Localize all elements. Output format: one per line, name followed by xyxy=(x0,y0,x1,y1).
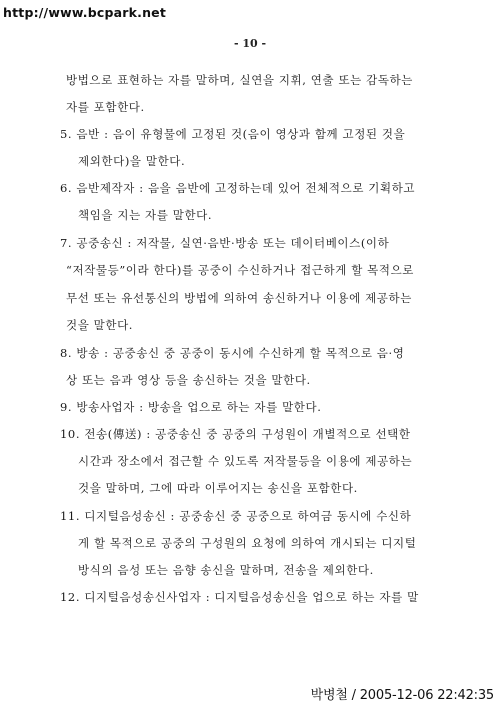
definition-line: 6. 음반제작자 : 음을 음반에 고정하는데 있어 전체적으로 기획하고 xyxy=(60,181,416,195)
text-line: 시간과 장소에서 접근할 수 있도록 저작물등을 이용에 제공하는 xyxy=(78,454,413,468)
text-line: “저작물등”이라 한다)를 공중이 수신하거나 접근하게 할 목적으로 xyxy=(66,263,415,277)
author-timestamp-stamp: 박병철 / 2005-12-06 22:42:35 xyxy=(310,688,494,703)
definition-line: 7. 공중송신 : 저작물, 실연·음반·방송 또는 데이터베이스(이하 xyxy=(60,236,390,250)
definition-line: 9. 방송사업자 : 방송을 업으로 하는 자를 말한다. xyxy=(60,400,322,414)
text-line: 것을 말하며, 그에 따라 이루어지는 송신을 포함한다. xyxy=(78,481,358,495)
definition-line: 10. 전송(傳送) : 공중송신 중 공중의 구성원이 개별적으로 선택한 xyxy=(60,427,411,441)
text-line: 책임을 지는 자를 말한다. xyxy=(78,208,213,222)
text-line: 자를 포함한다. xyxy=(66,100,145,114)
site-watermark: http://www.bcpark.net xyxy=(3,5,167,20)
text-line: 상 또는 음과 영상 등을 송신하는 것을 말한다. xyxy=(66,373,311,387)
text-line: 제외한다)을 말한다. xyxy=(78,154,186,168)
text-line: 방법으로 표현하는 자를 말하며, 실연을 지휘, 연출 또는 감독하는 xyxy=(66,73,413,87)
definition-line: 11. 디지털음성송신 : 공중송신 중 공중으로 하여금 동시에 수신하 xyxy=(60,509,412,523)
text-line: 게 할 목적으로 공중의 구성원의 요청에 의하여 개시되는 디지털 xyxy=(78,536,417,550)
definition-line: 5. 음반 : 음이 유형물에 고정된 것(음이 영상과 함께 고정된 것을 xyxy=(60,127,406,141)
definition-line: 8. 방송 : 공중송신 중 공중이 동시에 수신하게 할 목적으로 음·영 xyxy=(60,346,405,360)
text-line: 무선 또는 유선통신의 방법에 의하여 송신하거나 이용에 제공하는 xyxy=(66,291,412,305)
page-number: - 10 - xyxy=(233,37,267,50)
text-line: 것을 말한다. xyxy=(66,318,134,332)
text-line: 방식의 음성 또는 음향 송신을 말하며, 전송을 제외한다. xyxy=(78,563,374,577)
definition-line: 12. 디지털음성송신사업자 : 디지털음성송신을 업으로 하는 자를 말 xyxy=(60,590,419,604)
